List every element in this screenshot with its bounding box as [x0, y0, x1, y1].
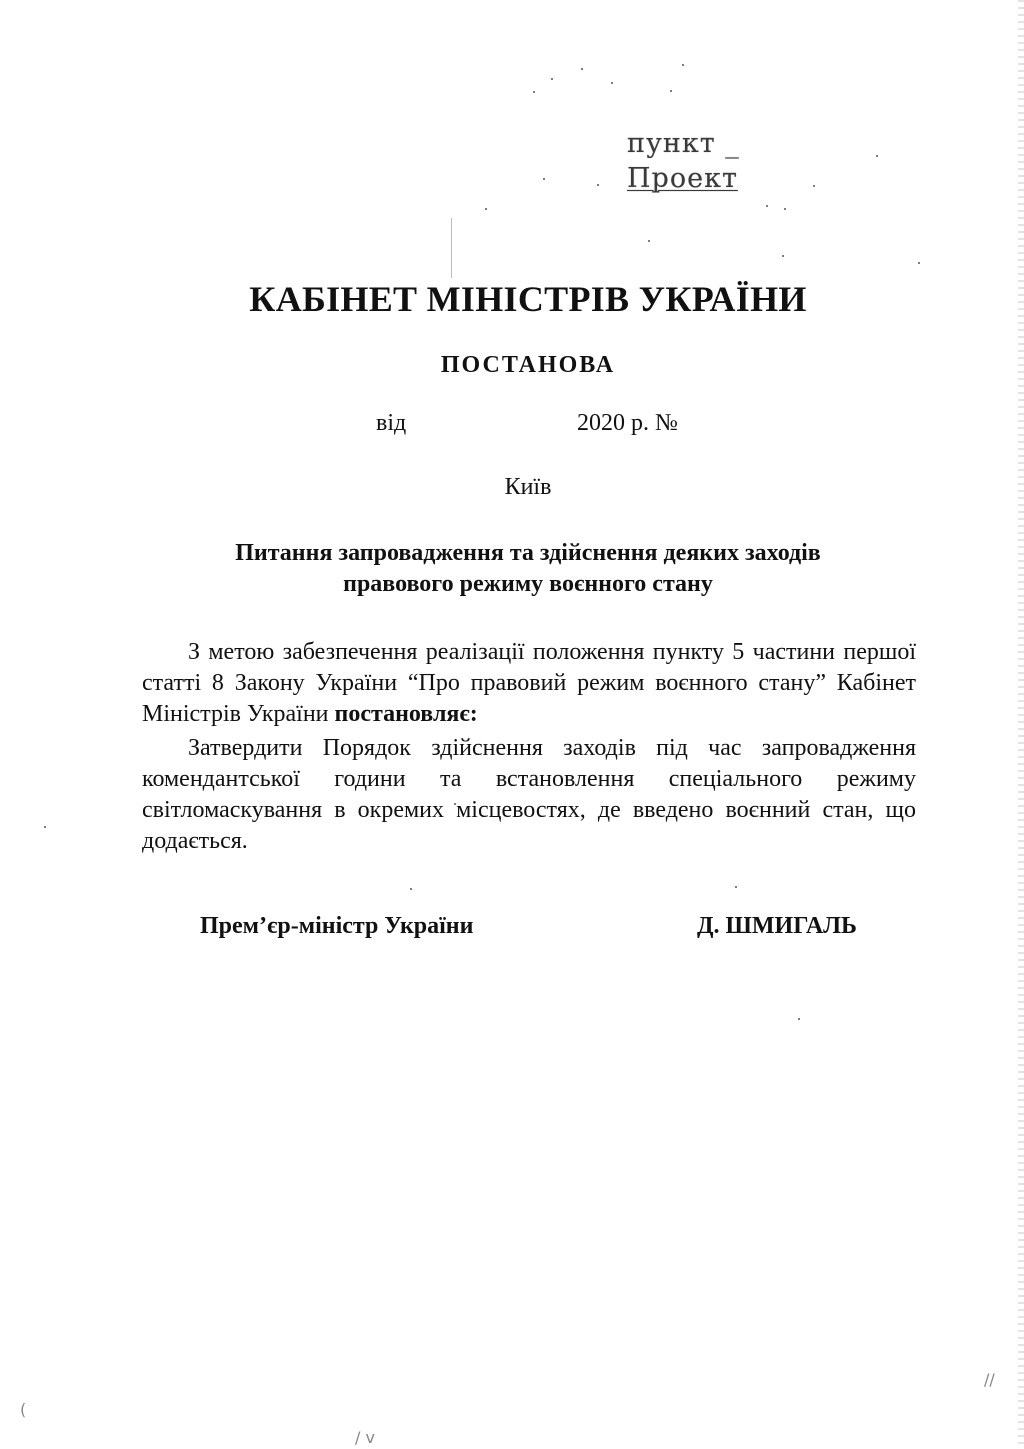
scan-speck [784, 208, 786, 210]
document-title: КАБІНЕТ МІНІСТРІВ УКРАЇНИ [249, 279, 807, 319]
paragraph-1-text: З метою забезпечення реалізації положення пункту 5 частини першої статті 8 Закону України “Про правовий режим воєнного стану” Кабінет Міністрів України [142, 639, 916, 727]
scan-speck [918, 262, 920, 264]
scan-speck [876, 155, 878, 157]
scan-speck [44, 826, 46, 828]
signatory-name: Д. ШМИГАЛЬ [697, 913, 857, 939]
stamp-line-2: Проект [627, 163, 738, 194]
scan-mark: / v [355, 1428, 375, 1447]
stamp-line-1: пункт _ [627, 128, 740, 159]
scan-speck [485, 208, 487, 210]
date-year-number: 2020 р. № [577, 410, 678, 436]
scan-speck [581, 68, 583, 70]
scan-speck [611, 82, 613, 84]
scan-speck [735, 886, 737, 888]
body-paragraph-1 [142, 637, 916, 730]
scan-mark: ( [20, 1400, 27, 1419]
signatory-position: Прем’єр-міністр України [200, 913, 474, 939]
paragraph-2-text: Затвердити Порядок здійснення заходів під час запровадження комендантської години та встановлення спеціального режиму світломаскування в окремих місцевостях, де введено воєнний стан, що додається. [142, 735, 916, 854]
scan-line-artifact [451, 218, 452, 278]
scan-speck [670, 90, 672, 92]
subject-line-2: правового режиму воєнного стану [343, 571, 713, 597]
scan-speck [682, 64, 684, 66]
scan-speck [533, 91, 535, 93]
scan-speck [648, 240, 650, 242]
scan-speck [597, 184, 599, 186]
scan-speck [782, 255, 784, 257]
document-type: ПОСТАНОВА [440, 352, 616, 378]
scan-speck [798, 1018, 800, 1020]
city-name: Київ [504, 474, 552, 500]
scan-speck [813, 185, 815, 187]
date-prefix: від [376, 410, 407, 436]
paragraph-1-bold: постановляє: [334, 701, 478, 727]
body-paragraph-2 [142, 733, 916, 857]
scan-speck [766, 205, 768, 207]
scan-mark: // [984, 1370, 995, 1389]
resolution-subject [140, 538, 916, 600]
draft-stamp [627, 126, 740, 196]
scan-edge-artifact [1018, 0, 1024, 1449]
scan-speck [543, 178, 545, 180]
subject-line-1: Питання запровадження та здійснення деяких заходів [235, 540, 821, 566]
scan-speck [551, 78, 553, 80]
scan-speck [410, 888, 412, 890]
